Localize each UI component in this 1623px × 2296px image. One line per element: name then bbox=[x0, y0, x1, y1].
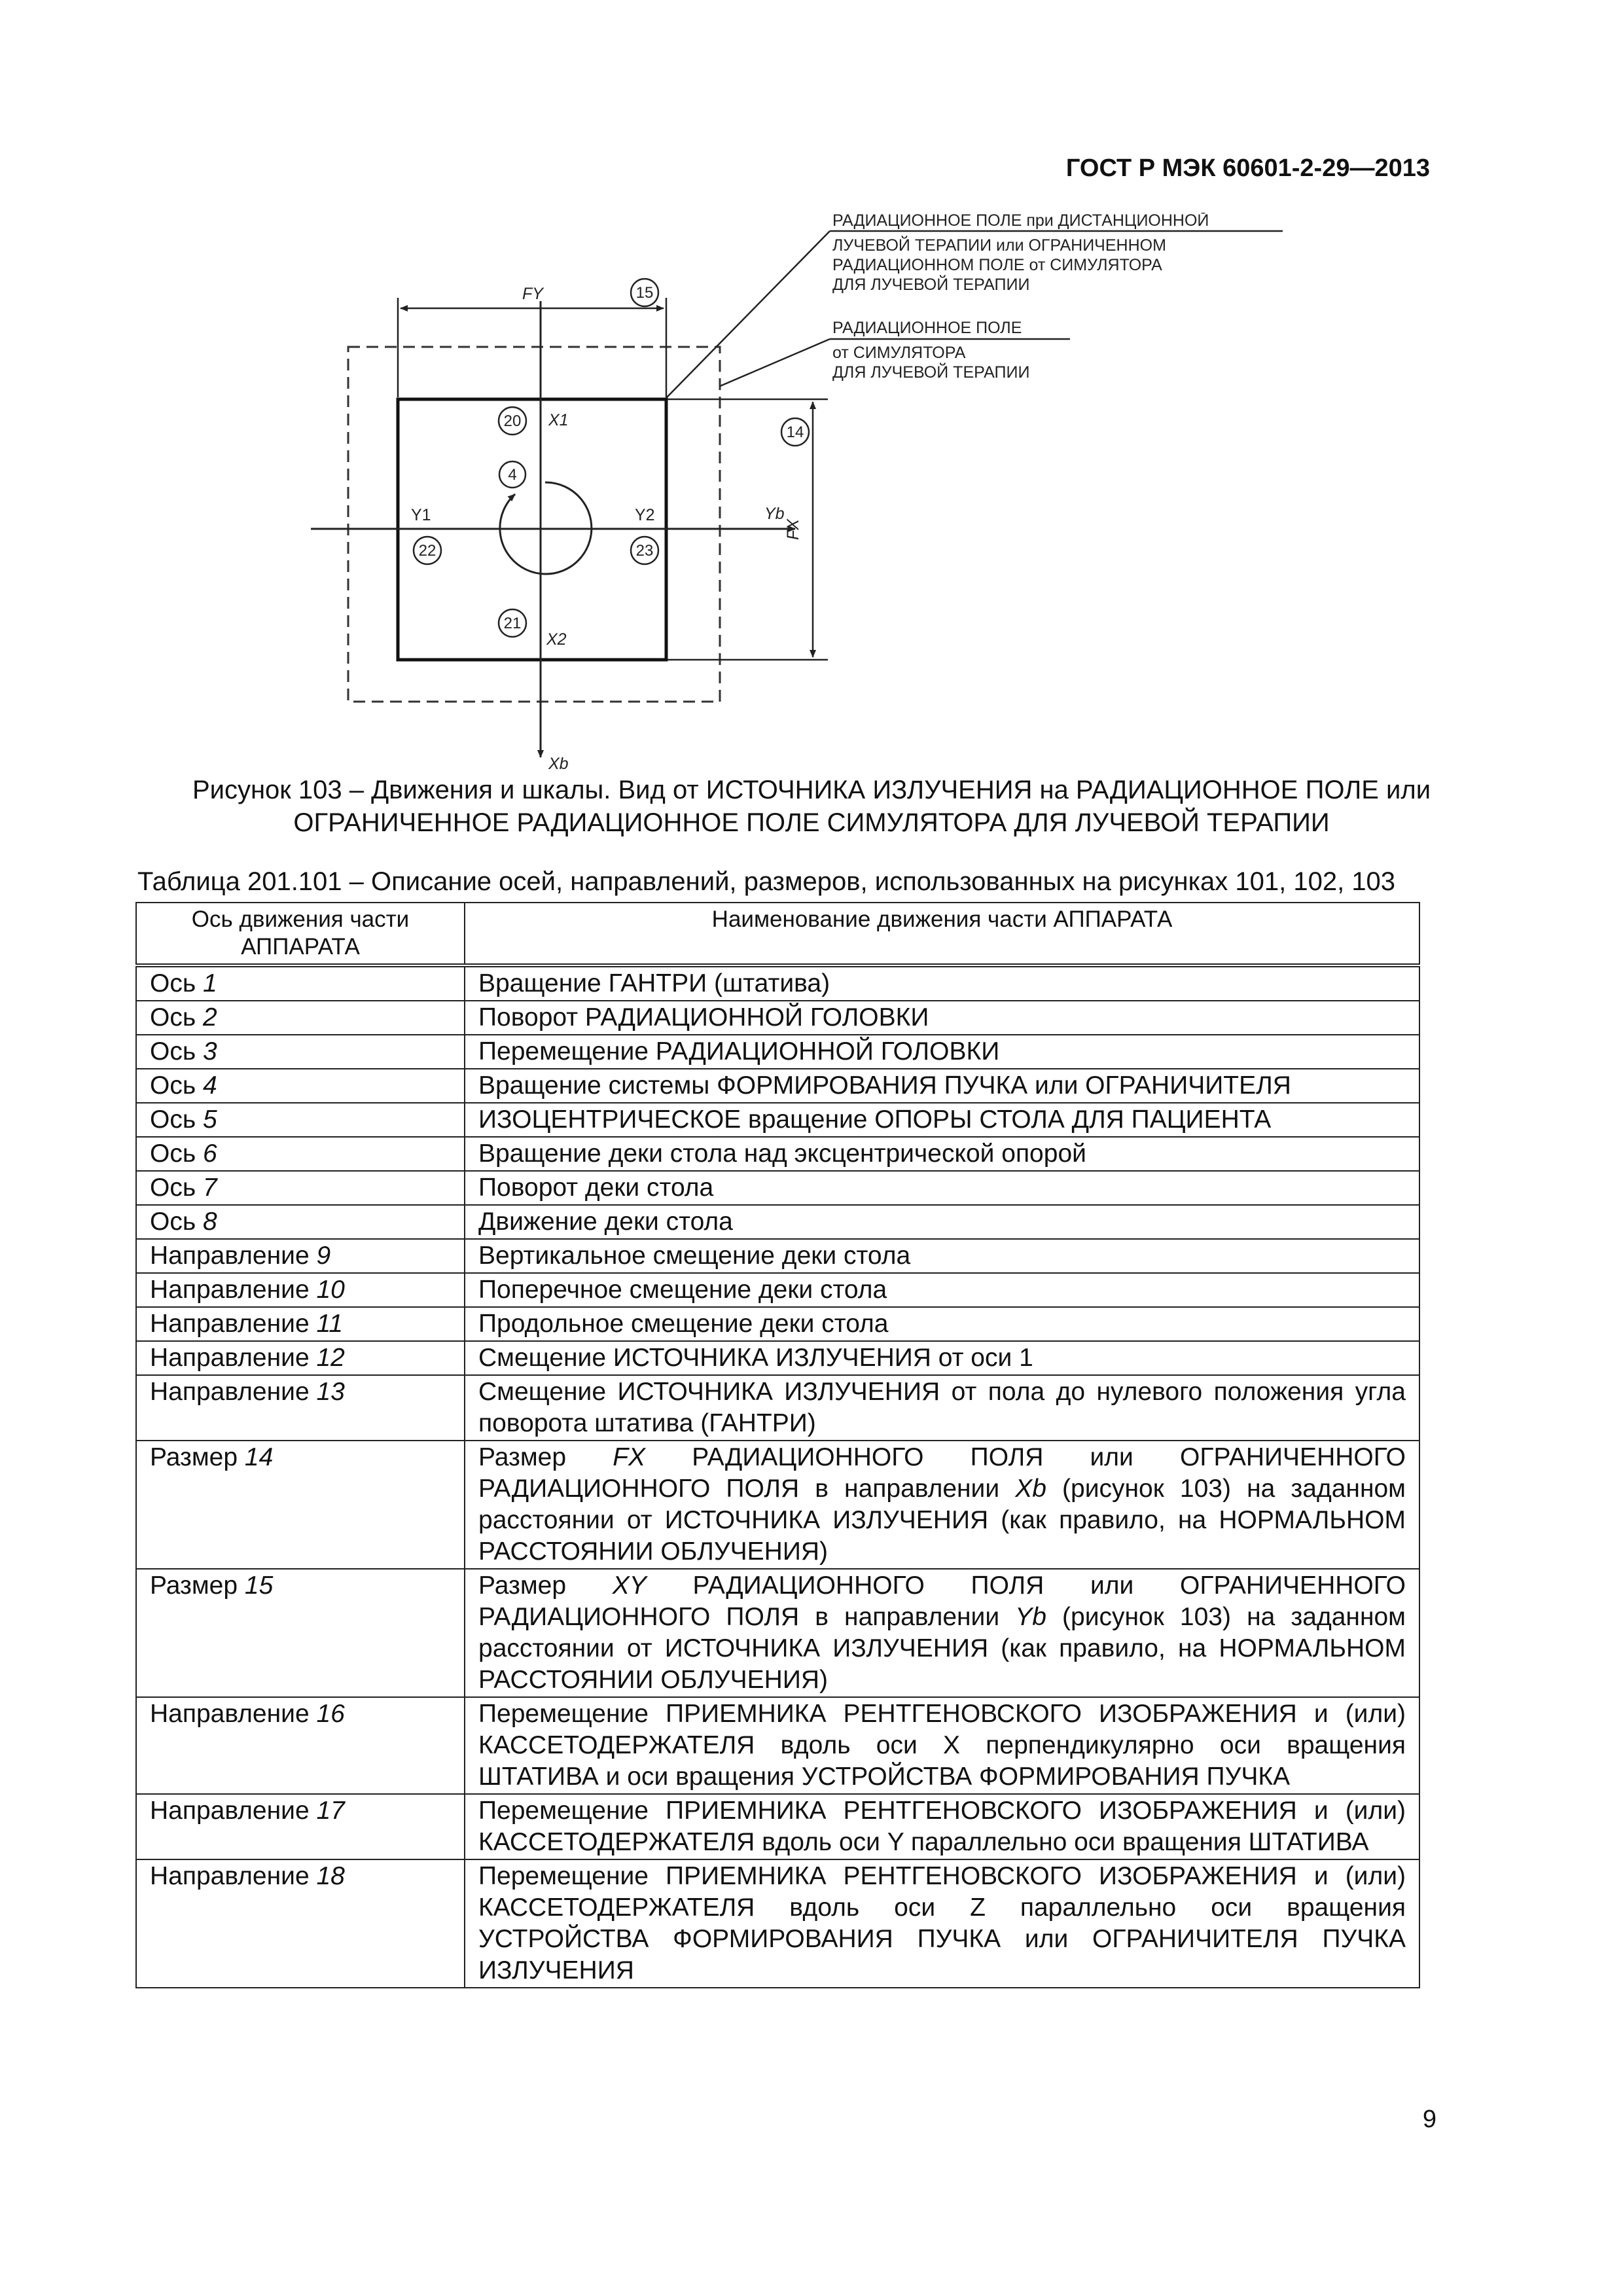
header-axis: Ось движения части АППАРАТА bbox=[136, 903, 465, 965]
table-row bbox=[136, 965, 1419, 1001]
row-axis: Ось 3 bbox=[136, 1035, 465, 1069]
page-number: 9 bbox=[1422, 2106, 1436, 2133]
x2-label: X2 bbox=[546, 630, 567, 649]
y1-label: Y1 bbox=[411, 506, 431, 524]
row-text: Смещение ИСТОЧНИКА ИЗЛУЧЕНИЯ от оси 1 bbox=[465, 1341, 1419, 1375]
row-text: Вертикальное смещение деки стола bbox=[465, 1239, 1419, 1273]
y2-label: Y2 bbox=[635, 506, 655, 524]
header-movement: Наименование движения части АППАРАТА bbox=[465, 903, 1419, 965]
row-axis: Ось 2 bbox=[136, 1001, 465, 1035]
marker-14: 14 bbox=[786, 423, 804, 441]
table-title: Таблица 201.101 – Описание осей, направлений, размеров, использованных на рисунках 101, 102, 103 bbox=[137, 867, 1396, 896]
table-row bbox=[136, 1137, 1419, 1171]
row-text: Перемещение РАДИАЦИОННОЙ ГОЛОВКИ bbox=[465, 1035, 1419, 1069]
table-row bbox=[136, 1171, 1419, 1205]
table-row bbox=[136, 1697, 1419, 1794]
note-top-line-3: РАДИАЦИОННОМ ПОЛЕ от СИМУЛЯТОРА bbox=[832, 256, 1162, 274]
row-text: Вращение деки стола над эксцентрической опорой bbox=[465, 1137, 1419, 1171]
table-row bbox=[136, 1375, 1419, 1441]
row-text: Вращение системы ФОРМИРОВАНИЯ ПУЧКА или ОГРАНИЧИТЕЛЯ bbox=[465, 1069, 1419, 1103]
row-axis: Направление 13 bbox=[136, 1375, 465, 1441]
marker-22: 22 bbox=[418, 542, 437, 560]
row-text: Перемещение ПРИЕМНИКА РЕНТГЕНОВСКОГО ИЗОБРАЖЕНИЯ и (или) КАССЕТОДЕРЖАТЕЛЯ вдоль оси Y параллельно оси вращения ШТАТИВА bbox=[465, 1794, 1419, 1859]
row-axis: Направление 17 bbox=[136, 1794, 465, 1859]
row-axis: Размер 14 bbox=[136, 1441, 465, 1569]
row-text: Поворот РАДИАЦИОННОЙ ГОЛОВКИ bbox=[465, 1001, 1419, 1035]
table-row bbox=[136, 1441, 1419, 1569]
row-axis: Направление 9 bbox=[136, 1239, 465, 1273]
row-axis: Ось 1 bbox=[136, 965, 465, 1001]
axes-table bbox=[135, 902, 1420, 1988]
row-axis: Ось 7 bbox=[136, 1171, 465, 1205]
figure-caption bbox=[98, 774, 1525, 839]
x1-label: X1 bbox=[548, 411, 569, 429]
row-axis: Направление 12 bbox=[136, 1341, 465, 1375]
row-text: Продольное смещение деки стола bbox=[465, 1307, 1419, 1341]
table-row bbox=[136, 1239, 1419, 1273]
fx-label: FX bbox=[784, 519, 802, 540]
row-text: Поворот деки стола bbox=[465, 1171, 1419, 1205]
table-row bbox=[136, 1307, 1419, 1341]
table-row bbox=[136, 1103, 1419, 1137]
diagram-svg bbox=[301, 213, 1309, 782]
table-row bbox=[136, 1035, 1419, 1069]
note-bottom-line-2: от СИМУЛЯТОРА bbox=[832, 344, 966, 362]
table-header-row bbox=[136, 903, 1419, 965]
caption-line-2: ОГРАНИЧЕННОЕ РАДИАЦИОННОЕ ПОЛЕ СИМУЛЯТОРА ДЛЯ ЛУЧЕВОЙ ТЕРАПИИ bbox=[293, 808, 1330, 837]
row-axis: Направление 11 bbox=[136, 1307, 465, 1341]
marker-4: 4 bbox=[508, 466, 517, 484]
row-text: Поперечное смещение деки стола bbox=[465, 1273, 1419, 1307]
table-row bbox=[136, 1069, 1419, 1103]
row-axis: Направление 18 bbox=[136, 1859, 465, 1988]
note-bottom-line-3: ДЛЯ ЛУЧЕВОЙ ТЕРАПИИ bbox=[832, 363, 1030, 382]
row-axis: Ось 4 bbox=[136, 1069, 465, 1103]
row-axis: Ось 5 bbox=[136, 1103, 465, 1137]
yb-label: Yb bbox=[764, 505, 785, 523]
table-row bbox=[136, 1794, 1419, 1859]
marker-20: 20 bbox=[503, 412, 522, 430]
table-row bbox=[136, 1569, 1419, 1697]
row-text: Размер XY РАДИАЦИОННОГО ПОЛЯ или ОГРАНИЧЕННОГО РАДИАЦИОННОГО ПОЛЯ в направлении Yb (рисунок 103) на заданном расстоянии от ИСТОЧНИКА ИЗЛУЧЕНИЯ (как правило, на НОРМАЛЬНОМ РАССТОЯНИИ ОБЛУЧЕНИЯ) bbox=[465, 1569, 1419, 1697]
note-bottom-line-1: РАДИАЦИОННОЕ ПОЛЕ bbox=[832, 319, 1022, 337]
figure-103-diagram bbox=[301, 213, 1309, 782]
fy-label: FY bbox=[522, 285, 543, 303]
row-text: Перемещение ПРИЕМНИКА РЕНТГЕНОВСКОГО ИЗОБРАЖЕНИЯ и (или) КАССЕТОДЕРЖАТЕЛЯ вдоль оси Z параллельно оси вращения УСТРОЙСТВА ФОРМИРОВАНИЯ ПУЧКА или ОГРАНИЧИТЕЛЯ ПУЧКА ИЗЛУЧЕНИЯ bbox=[465, 1859, 1419, 1988]
marker-23: 23 bbox=[635, 542, 654, 560]
row-text: Движение деки стола bbox=[465, 1205, 1419, 1239]
note-top-line-2: ЛУЧЕВОЙ ТЕРАПИИ или ОГРАНИЧЕННОМ bbox=[832, 236, 1166, 255]
row-text: Размер FX РАДИАЦИОННОГО ПОЛЯ или ОГРАНИЧЕННОГО РАДИАЦИОННОГО ПОЛЯ в направлении Xb (рисунок 103) на заданном расстоянии от ИСТОЧНИКА ИЗЛУЧЕНИЯ (как правило, на НОРМАЛЬНОМ РАССТОЯНИИ ОБЛУЧЕНИЯ) bbox=[465, 1441, 1419, 1569]
table-row bbox=[136, 1341, 1419, 1375]
row-text: ИЗОЦЕНТРИЧЕСКОЕ вращение ОПОРЫ СТОЛА ДЛЯ ПАЦИЕНТА bbox=[465, 1103, 1419, 1137]
row-text: Перемещение ПРИЕМНИКА РЕНТГЕНОВСКОГО ИЗОБРАЖЕНИЯ и (или) КАССЕТОДЕРЖАТЕЛЯ вдоль оси X перпендикулярно оси вращения ШТАТИВА и оси вращения УСТРОЙСТВА ФОРМИРОВАНИЯ ПУЧКА bbox=[465, 1697, 1419, 1794]
note-top-line-1: РАДИАЦИОННОЕ ПОЛЕ при ДИСТАНЦИОННОЙ bbox=[832, 213, 1209, 230]
xb-label: Xb bbox=[548, 755, 569, 773]
document-header: ГОСТ Р МЭК 60601-2-29—2013 bbox=[1065, 154, 1430, 182]
row-text: Вращение ГАНТРИ (штатива) bbox=[465, 965, 1419, 1001]
table-row bbox=[136, 1859, 1419, 1988]
note-top-line-4: ДЛЯ ЛУЧЕВОЙ ТЕРАПИИ bbox=[832, 276, 1030, 294]
marker-21: 21 bbox=[503, 615, 522, 632]
row-axis: Ось 8 bbox=[136, 1205, 465, 1239]
row-axis: Ось 6 bbox=[136, 1137, 465, 1171]
table-row bbox=[136, 1001, 1419, 1035]
table-row bbox=[136, 1205, 1419, 1239]
row-text: Смещение ИСТОЧНИКА ИЗЛУЧЕНИЯ от пола до нулевого положения угла поворота штатива (ГАНТРИ) bbox=[465, 1375, 1419, 1441]
table-row bbox=[136, 1273, 1419, 1307]
row-axis: Размер 15 bbox=[136, 1569, 465, 1697]
row-axis: Направление 16 bbox=[136, 1697, 465, 1794]
caption-line-1: Рисунок 103 – Движения и шкалы. Вид от ИСТОЧНИКА ИЗЛУЧЕНИЯ на РАДИАЦИОННОЕ ПОЛЕ или bbox=[192, 776, 1431, 804]
row-axis: Направление 10 bbox=[136, 1273, 465, 1307]
marker-15: 15 bbox=[635, 284, 654, 302]
